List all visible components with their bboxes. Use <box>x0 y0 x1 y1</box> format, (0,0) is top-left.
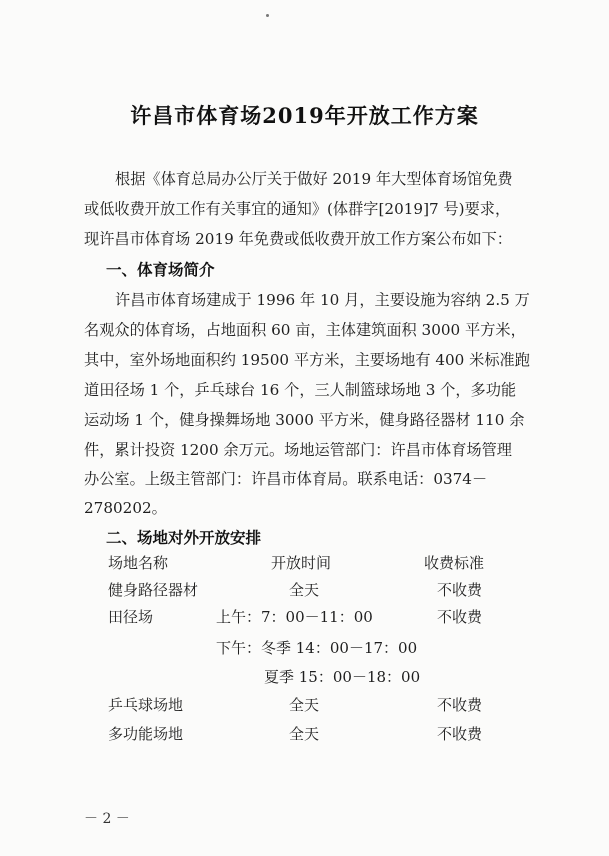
venue-intro-line: 2780202。 <box>84 499 167 517</box>
scan-speck <box>266 14 269 17</box>
opening-time-cell: 下午：冬季 14：00－17：00 <box>216 639 418 657</box>
fee-cell: 不收费 <box>437 581 483 599</box>
fee-cell: 不收费 <box>437 608 483 626</box>
opening-time-cell: 夏季 15：00－18：00 <box>264 668 421 686</box>
venue-name-cell: 田径场 <box>108 608 154 626</box>
opening-time-cell: 全天 <box>289 581 320 599</box>
venue-name-cell: 多功能场地 <box>108 725 184 743</box>
document-title: 许昌市体育场2019年开放工作方案 <box>130 103 479 128</box>
venue-intro-line: 其中，室外场地面积约 19500 平方米，主要场地有 400 米标准跑 <box>84 351 530 369</box>
venue-intro-line: 运动场 1 个，健身操舞场地 3000 平方米，健身路径器材 110 余 <box>84 411 525 429</box>
header-opening-time: 开放时间 <box>271 554 332 572</box>
venue-intro-line: 道田径场 1 个，乒乓球台 16 个，三人制篮球场地 3 个，多功能 <box>84 381 517 399</box>
intro-line: 现许昌市体育场 2019 年免费或低收费开放工作方案公布如下： <box>84 230 512 248</box>
fee-cell: 不收费 <box>437 725 483 743</box>
section-heading-venue-intro: 一、体育场简介 <box>106 260 215 279</box>
intro-line: 或低收费开放工作有关事宜的通知》(体群字[2019]7 号)要求， <box>84 200 511 218</box>
opening-time-cell: 全天 <box>289 725 320 743</box>
opening-time-cell: 全天 <box>289 696 320 714</box>
header-fee-standard: 收费标准 <box>424 554 485 572</box>
venue-intro-line: 名观众的体育场，占地面积 60 亩，主体建筑面积 3000 平方米， <box>84 321 526 339</box>
venue-name-cell: 乒乓球场地 <box>108 696 184 714</box>
venue-name-cell: 健身路径器材 <box>108 581 199 599</box>
page-number: － 2 － <box>84 811 130 827</box>
venue-intro-line: 许昌市体育场建成于 1996 年 10 月，主要设施为容纳 2.5 万 <box>115 291 530 309</box>
fee-cell: 不收费 <box>437 696 483 714</box>
venue-intro-line: 件，累计投资 1200 余万元。场地运管部门：许昌市体育场管理 <box>84 441 512 459</box>
opening-time-cell: 上午：7：00－11：00 <box>216 608 373 626</box>
venue-intro-line: 办公室。上级主管部门：许昌市体育局。联系电话：0374－ <box>84 470 488 488</box>
section-heading-opening-schedule: 二、场地对外开放安排 <box>106 528 262 547</box>
header-venue-name: 场地名称 <box>108 554 169 572</box>
intro-line: 根据《体育总局办公厅关于做好 2019 年大型体育场馆免费 <box>115 170 513 188</box>
